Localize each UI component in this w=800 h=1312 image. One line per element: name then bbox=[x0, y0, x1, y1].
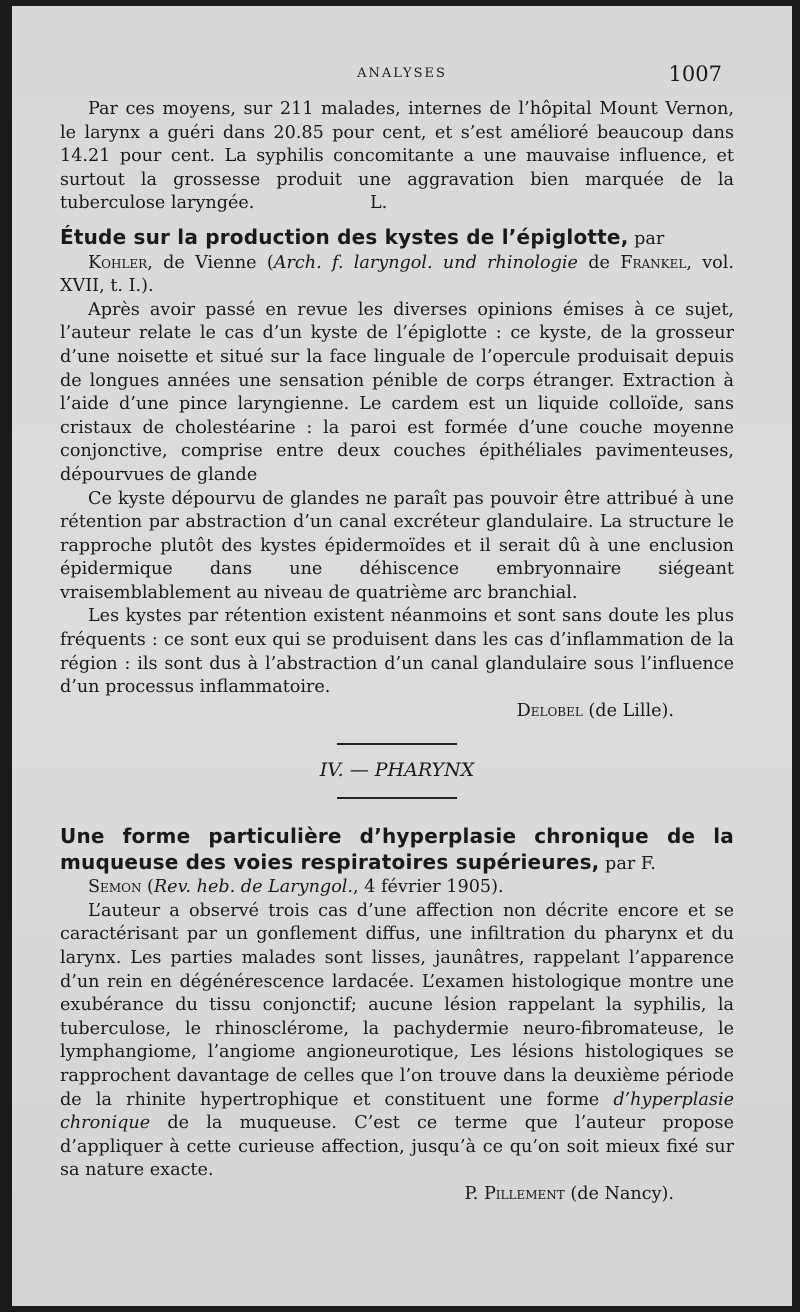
article1-text: Par ces moyens, sur 211 malades, internes de l’hôpital Mount Vernon, le larynx a guéri dans 20.85 pour cent, et s’est amélioré beaucoup dans 14.21 pour cent. La syphilis concomitante a une mauvaise influence, et surtout la grossesse produit une aggravation bien marquée de la tuberculose laryngée. bbox=[60, 99, 734, 214]
section-running-title: ANALYSES bbox=[357, 66, 447, 81]
article3-par: par F. bbox=[599, 853, 656, 874]
article2-author: Kohler bbox=[88, 252, 148, 273]
article2-signature bbox=[60, 700, 734, 724]
article2-volume: , vol. XVII, t. I.). bbox=[60, 252, 734, 297]
article2-par: par bbox=[628, 228, 665, 249]
article3-journal: Rev. heb. de Laryngol. bbox=[153, 877, 354, 898]
article3-author: Semon bbox=[88, 877, 142, 898]
book-page bbox=[12, 6, 792, 1306]
article2-heading bbox=[60, 226, 734, 299]
article3-ref-rest: , 4 février 1905). bbox=[353, 877, 504, 898]
article3-paragraph bbox=[60, 900, 734, 1183]
article3-text-b: de la muqueuse. C’est ce terme que l’auteur propose d’appliquer à cette curieuse affection, jusqu’à ce qu’on soit mieux fixé sur sa nature exacte. bbox=[60, 1113, 734, 1181]
article2-paragraph-2: Ce kyste dépourvu de glandes ne paraît pas pouvoir être attribué à une rétention par abstraction d’un canal excréteur glandulaire. La structure le rapproche plutôt des kystes épidermoïdes et il serait dû à une enclusion épidermique dans une déhiscence embryonnaire siégeant vraisemblablement au niveau de quatrième arc branchial. bbox=[60, 488, 734, 603]
article3-title: Une forme particulière d’hyperplasie chronique de la muqueuse des voies respiratoires supérieures, bbox=[60, 824, 734, 874]
running-head bbox=[12, 62, 792, 92]
spacer bbox=[60, 723, 734, 743]
article2-editor: Frankel bbox=[620, 252, 687, 273]
article1-signature: L. bbox=[370, 193, 388, 214]
article3-signature-initial: P. bbox=[464, 1183, 484, 1204]
article3-heading bbox=[60, 825, 734, 900]
section-rule-top bbox=[337, 743, 457, 745]
spacer bbox=[60, 799, 734, 825]
article3-signature-place: (de Nancy). bbox=[564, 1183, 674, 1204]
page-number: 1007 bbox=[668, 62, 722, 86]
article3-signature bbox=[60, 1183, 734, 1207]
article2-title: Étude sur la production des kystes de l’épiglotte, bbox=[60, 224, 629, 249]
article3-text-a: L’auteur a observé trois cas d’une affection non décrite encore et se caractérisant par un gonflement diffus, une infiltration du pharynx et du larynx. Les parties malades sont lisses, jaunâtres, rappelant l’apparence d’un rein en dégénérescence lardacée. L’examen histologique montre une exubérance du tissu conjonctif; aucune lésion rappelant la syphilis, la tuberculose, le rhinosclérome, la pachydermie neuro-fibromateuse, le lymphangiome, l’angiome angioneurotique, Les lésions histologiques se rapprochent davantage de celles que l’on trouve dans la deuxième période de la rhinite hypertrophique et constituent une forme bbox=[60, 900, 734, 1110]
page-content bbox=[60, 98, 734, 1207]
spacer bbox=[60, 253, 88, 273]
article2-signature-name: Delobel bbox=[516, 700, 583, 721]
article1-paragraph bbox=[60, 98, 734, 216]
article3-text-emphasis: d’hyperplasie chronique bbox=[60, 1089, 734, 1134]
article2-signature-place: (de Lille). bbox=[582, 700, 674, 721]
article2-author-rest: , de Vienne ( bbox=[147, 252, 274, 273]
article2-journal-rest: de bbox=[577, 252, 621, 273]
article3-ref-open: ( bbox=[141, 877, 154, 898]
section-heading: IV. — PHARYNX bbox=[319, 759, 475, 782]
article2-journal: Arch. f. laryngol. und rhinologie bbox=[273, 252, 578, 273]
spacer bbox=[60, 877, 88, 897]
article2-paragraph-3: Les kystes par rétention existent néanmoins et sont sans doute les plus fréquents : ce sont eux qui se produisent dans les cas d’inflammation de la région : ils sont dus à l’abstraction d’un canal glandulaire sous l’influence d’un processus inflammatoire. bbox=[60, 606, 734, 698]
article2-paragraph-1: Après avoir passé en revue les diverses opinions émises à ce sujet, l’auteur relate le cas d’un kyste de l’épiglotte : ce kyste, de la grosseur d’une noisette et situé sur la face linguale de l’opercule produisait depuis de longues années une sensation pénible de corps étranger. Extraction à l’aide d’une pince laryngienne. Le cardem est un liquide colloïde, sans cristaux de cholestéarine : la paroi est formée d’une couche moyenne conjonctive, comprise entre deux couches épithéliales pavimenteuses, dépourvues de glande bbox=[60, 299, 734, 485]
article3-signature-name: Pillement bbox=[483, 1183, 565, 1204]
